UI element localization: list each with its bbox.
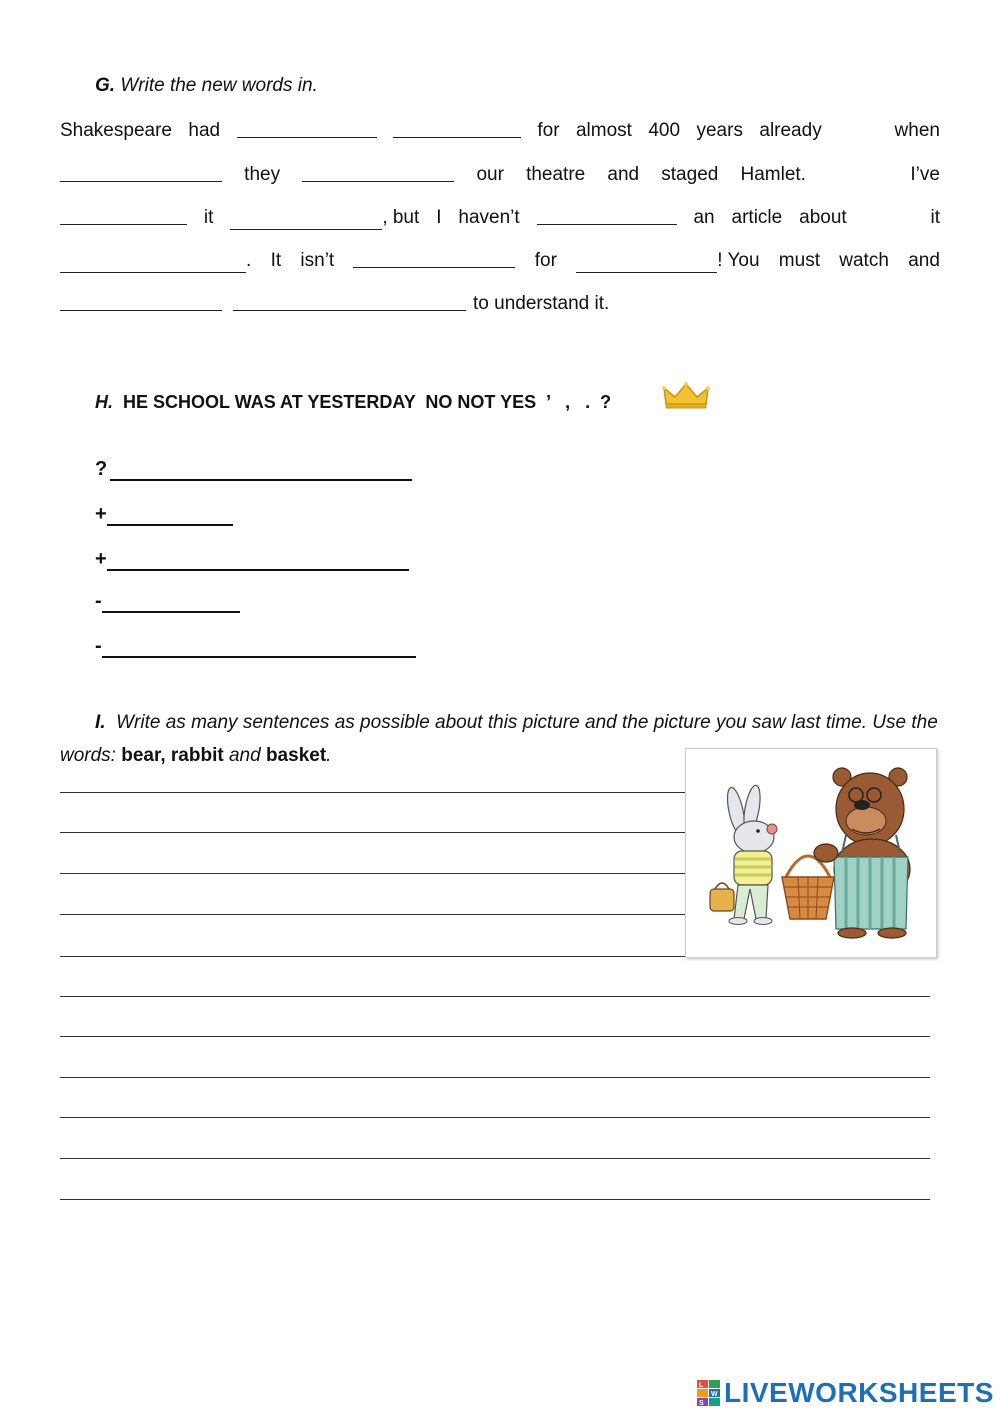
section-i-instruction: Write as many sentences as possible about this picture and the picture you saw last time. Use the words: [60, 712, 938, 766]
blank-field[interactable] [302, 163, 454, 182]
word: watch [839, 250, 889, 271]
blank-field[interactable] [537, 206, 677, 225]
svg-text:W: W [711, 1391, 718, 1398]
word: an [693, 207, 715, 228]
writing-line[interactable] [60, 956, 685, 957]
paragraph-line-5 [60, 292, 940, 316]
basket-illustration [782, 856, 834, 919]
word: about [799, 207, 847, 228]
blank-field[interactable] [353, 249, 515, 268]
writing-line[interactable] [60, 1158, 930, 1159]
answer-blank[interactable] [102, 636, 416, 658]
blank-field[interactable] [60, 206, 187, 225]
section-h-heading [95, 392, 611, 413]
word: it [930, 207, 940, 228]
blank-field[interactable] [60, 292, 222, 311]
paragraph-line-3 [60, 206, 940, 230]
answer-line-negative[interactable] [95, 590, 240, 613]
line-symbol: + [95, 548, 107, 570]
blank-field[interactable] [576, 254, 717, 273]
blank-field[interactable] [60, 254, 246, 273]
paragraph-line-4 [60, 249, 940, 273]
word: already [759, 120, 822, 141]
paragraph-line-2 [60, 163, 940, 187]
writing-line[interactable] [60, 832, 685, 833]
blank-field[interactable] [233, 292, 466, 311]
section-g-letter: G. [95, 75, 116, 96]
period: . [326, 745, 332, 766]
word: almost [575, 120, 632, 141]
word: I [436, 207, 442, 228]
word: It [270, 250, 282, 271]
word: article [731, 207, 783, 228]
word: . [246, 250, 252, 271]
word: haven’t [458, 207, 520, 228]
word: and [908, 250, 940, 271]
word: , but [382, 207, 420, 228]
crown-icon [662, 382, 710, 415]
answer-line-question[interactable] [95, 458, 412, 481]
section-g-heading [95, 75, 318, 97]
word: and [607, 164, 640, 185]
writing-line[interactable] [60, 792, 685, 793]
liveworksheets-icon [697, 1380, 721, 1406]
scrambled-words: HE SCHOOL WAS AT YESTERDAY NO NOT YES ’ , . ? [123, 392, 612, 412]
word: I’ve [910, 164, 940, 185]
word: had [188, 120, 221, 141]
svg-text:S: S [699, 1400, 704, 1406]
paragraph-line-1 [60, 119, 940, 143]
writing-line[interactable] [60, 873, 685, 874]
word: must [778, 250, 820, 271]
word: theatre [526, 164, 586, 185]
word: 400 [648, 120, 681, 141]
line-symbol: + [95, 503, 107, 525]
blank-field[interactable] [393, 119, 521, 138]
section-i-letter: I. [95, 712, 106, 733]
word: to understand it. [473, 293, 610, 314]
answer-blank[interactable] [107, 504, 233, 526]
line-symbol: - [95, 590, 102, 612]
word: staged [661, 164, 719, 185]
word: they [244, 164, 281, 185]
writing-line[interactable] [60, 1036, 930, 1037]
answer-blank[interactable] [110, 459, 412, 481]
word: ! You [717, 250, 760, 271]
keyword-basket: basket [265, 745, 327, 766]
section-h-letter: H. [95, 392, 113, 412]
word: years [696, 120, 743, 141]
word: our [476, 164, 504, 185]
blank-field[interactable] [60, 163, 222, 182]
writing-line[interactable] [60, 1199, 930, 1200]
bear-rabbit-picture [685, 748, 937, 958]
word: Hamlet. [740, 164, 806, 185]
writing-line[interactable] [60, 996, 930, 997]
keyword-rabbit: rabbit [170, 745, 224, 766]
answer-line-positive[interactable] [95, 503, 233, 526]
liveworksheets-logo [697, 1377, 994, 1409]
line-symbol: - [95, 635, 102, 657]
word: it [203, 207, 214, 228]
blank-field[interactable] [230, 211, 382, 230]
answer-blank[interactable] [102, 591, 240, 613]
svg-text:L: L [699, 1382, 704, 1389]
keyword-bear: bear, [121, 745, 166, 766]
word: for [534, 250, 557, 271]
word: for [537, 120, 560, 141]
blank-field[interactable] [237, 119, 377, 138]
answer-line-negative[interactable] [95, 635, 416, 658]
word: isn’t [300, 250, 335, 271]
rabbit-illustration [710, 784, 777, 924]
word-and: and [228, 745, 261, 766]
answer-line-positive[interactable] [95, 548, 409, 571]
section-g-instruction: Write the new words in. [120, 75, 318, 96]
writing-line[interactable] [60, 1117, 930, 1118]
bear-illustration [814, 768, 910, 938]
word: Shakespeare [60, 120, 172, 141]
writing-line[interactable] [60, 1077, 930, 1078]
writing-line[interactable] [60, 914, 685, 915]
word: when [894, 120, 940, 141]
brand-name: LIVEWORKSHEETS [724, 1377, 994, 1408]
answer-blank[interactable] [107, 549, 409, 571]
line-symbol: ? [95, 458, 108, 480]
